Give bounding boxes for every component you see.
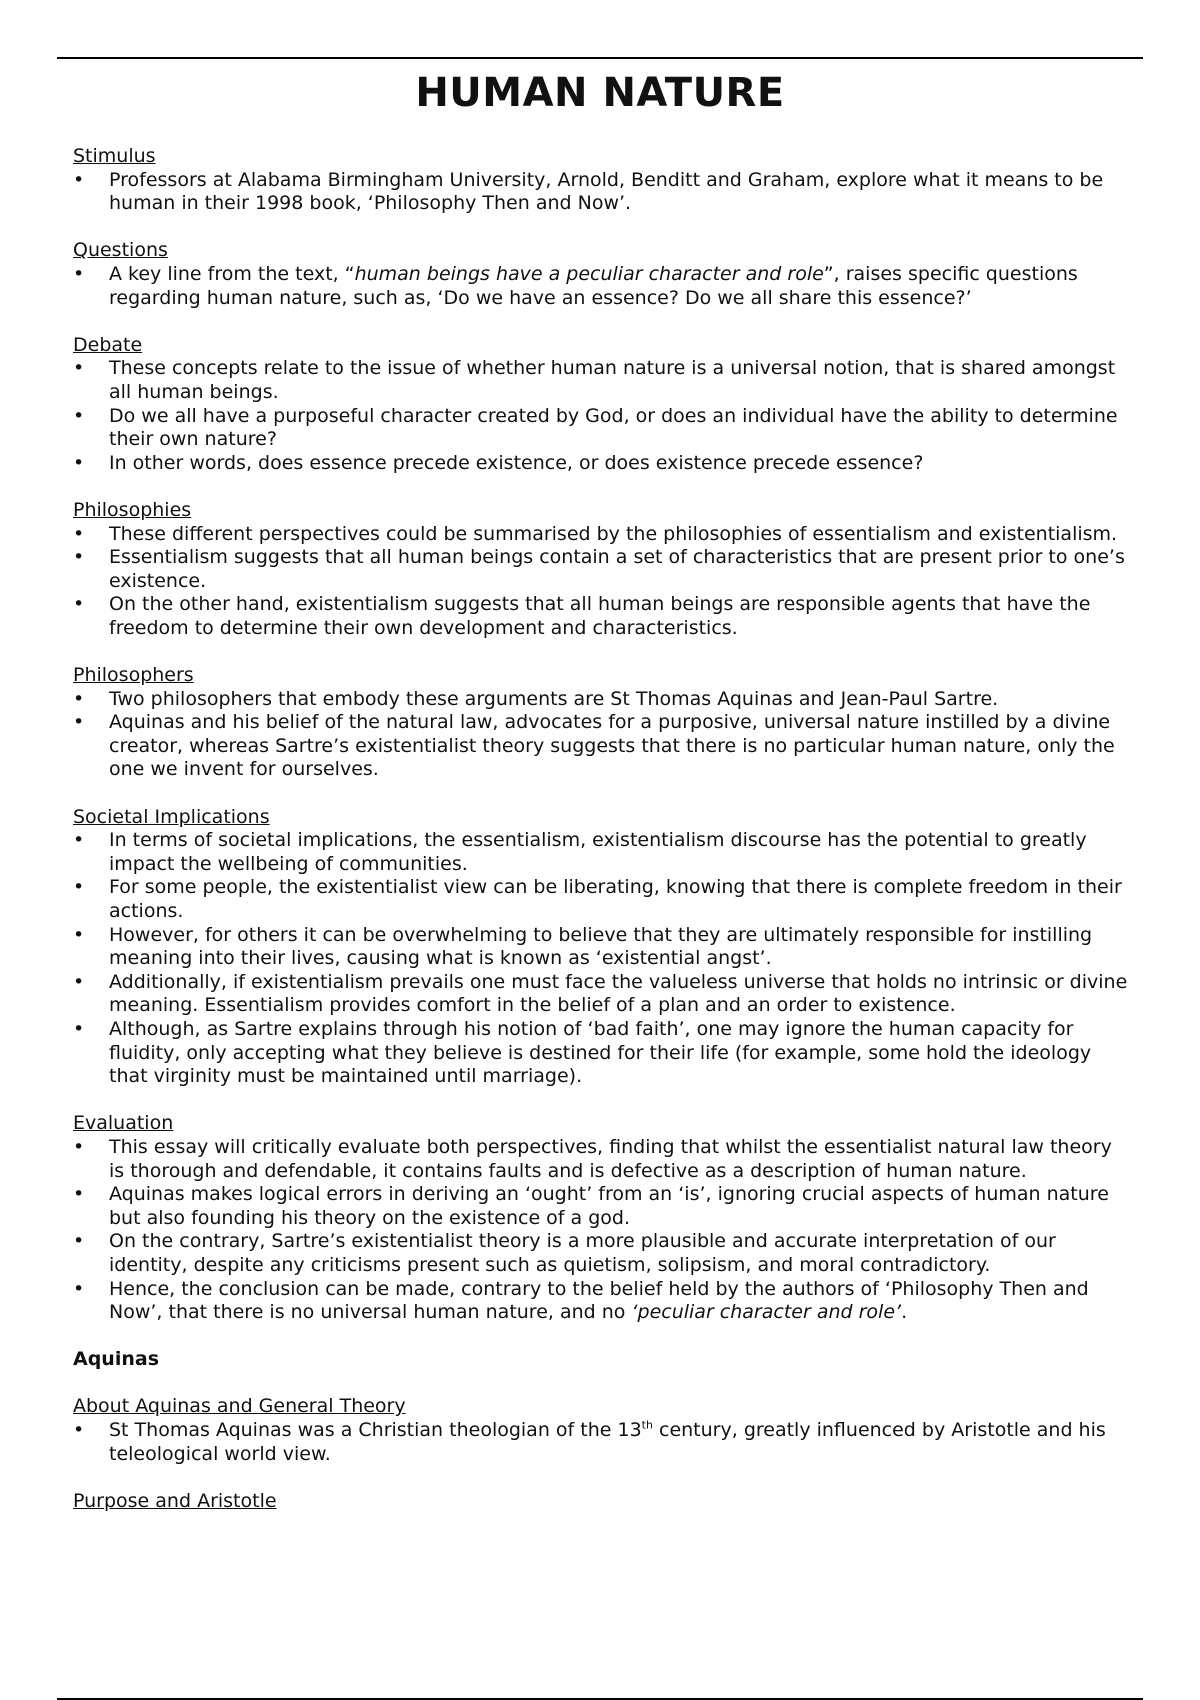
heading-societal-implications: Societal Implications	[73, 805, 270, 828]
list-item: • Essentialism suggests that all human beings contain a set of characteristics that are present prior to one’s existence.	[73, 546, 1125, 592]
list-item: • Although, as Sartre explains through his notion of ‘bad faith’, one may ignore the human capacity for fluidity, only accepting what they believe is destined for their life (for example, some hold the ideology that virginity must be maintained until marriage).	[73, 1017, 1092, 1088]
bullet-icon: •	[73, 168, 85, 191]
heading-philosophies: Philosophies	[73, 498, 192, 521]
list-item: • A key line from the text, “human beings have a peculiar character and role”, raises specific questions regarding human nature, such as, ‘Do we have an essence? Do we all share this essence?’	[73, 262, 1078, 309]
list-item: • Aquinas and his belief of the natural law, advocates for a purposive, universal nature instilled by a divine creator, whereas Sartre’s existentialist theory suggests that there is no particular human nature, only the one we invent for ourselves.	[73, 711, 1115, 781]
bullet-icon: •	[73, 451, 85, 474]
bullet-icon: •	[73, 522, 85, 545]
bullet-icon: •	[73, 1183, 85, 1206]
list-item: • This essay will critically evaluate both perspectives, finding that whilst the essentialist natural law theory is thorough and defendable, it contains faults and is defective as a description of human nature.	[73, 1135, 1112, 1182]
list-societal-implications	[73, 829, 1133, 1089]
bullet-icon: •	[73, 1017, 85, 1040]
list-evaluation	[73, 1136, 1133, 1325]
bullet-icon: •	[73, 546, 85, 569]
list-item: • Two philosophers that embody these arguments are St Thomas Aquinas and Jean-Paul Sartre.	[73, 687, 999, 710]
list-about-aquinas	[73, 1419, 1133, 1466]
bullet-icon: •	[73, 1230, 85, 1253]
bullet-icon: •	[73, 593, 85, 616]
heading-stimulus: Stimulus	[73, 145, 156, 167]
list-item: • These concepts relate to the issue of whether human nature is a universal notion, that is shared amongst all human beings.	[73, 357, 1116, 403]
list-questions	[73, 263, 1133, 310]
bullet-icon: •	[73, 687, 85, 710]
list-item: • Professors at Alabama Birmingham University, Arnold, Benditt and Graham, explore what it means to be human in their 1998 book, ‘Philosophy Then and Now’.	[73, 168, 1104, 215]
bullet-icon: •	[73, 1277, 85, 1300]
bullet-icon: •	[73, 357, 85, 380]
list-item: • These different perspectives could be summarised by the philosophies of essentialism and existentialism.	[73, 522, 1118, 545]
bullet-icon: •	[73, 1135, 85, 1158]
heading-philosophers: Philosophers	[73, 664, 194, 687]
bullet-icon: •	[73, 829, 85, 852]
list-item: • Do we all have a purposeful character created by God, or does an individual have the ability to determine their own nature?	[73, 404, 1118, 451]
bullet-icon: •	[73, 711, 85, 734]
heading-questions: Questions	[73, 239, 168, 262]
list-stimulus	[73, 169, 1133, 216]
bullet-icon: •	[73, 970, 85, 993]
heading-evaluation: Evaluation	[73, 1112, 174, 1135]
list-philosophers	[73, 688, 1133, 782]
list-debate	[73, 357, 1133, 475]
list-item: • In other words, does essence precede existence, or does existence precede essence?	[73, 451, 924, 474]
list-item: • St Thomas Aquinas was a Christian theologian of the 13th century, greatly influenced by Aristotle and his teleological world view.	[73, 1418, 1106, 1465]
list-philosophies	[73, 523, 1133, 641]
list-item: • On the other hand, existentialism suggests that all human beings are responsible agents that have the freedom to determine their own development and characteristics.	[73, 593, 1091, 639]
list-item: • However, for others it can be overwhelming to believe that they are ultimately responsible for instilling meaning into their lives, causing what is known as ‘existential angst’.	[73, 923, 1093, 970]
heading-debate: Debate	[73, 333, 143, 356]
list-item: • Aquinas makes logical errors in deriving an ‘ought’ from an ‘is’, ignoring crucial aspects of human nature but also founding his theory on the existence of a god.	[73, 1183, 1109, 1229]
heading-purpose-aristotle: Purpose and Aristotle	[73, 1489, 277, 1512]
bullet-icon: •	[73, 1419, 85, 1442]
document-body	[73, 145, 1133, 1513]
list-item: • On the contrary, Sartre’s existentialist theory is a more plausible and accurate interpretation of our identity, despite any criticisms present such as quietism, solipsism, and moral contradictory.	[73, 1230, 1056, 1276]
bullet-icon: •	[73, 876, 85, 899]
bullet-icon: •	[73, 262, 85, 285]
page-title: HUMAN NATURE	[415, 70, 785, 116]
list-item: • For some people, the existentialist view can be liberating, knowing that there is complete freedom in their actions.	[73, 876, 1122, 922]
section-title-aquinas: Aquinas	[73, 1348, 160, 1371]
bullet-icon: •	[73, 404, 85, 427]
bullet-icon: •	[73, 923, 85, 946]
list-item: • Additionally, if existentialism prevails one must face the valueless universe that holds no intrinsic or divine meaning. Essentialism provides comfort in the belief of a plan and an order to existence.	[73, 970, 1128, 1017]
top-rule	[57, 57, 1143, 59]
heading-about-aquinas: About Aquinas and General Theory	[73, 1395, 406, 1418]
list-item: • In terms of societal implications, the essentialism, existentialism discourse has the potential to greatly impact the wellbeing of communities.	[73, 829, 1087, 875]
list-item: • Hence, the conclusion can be made, contrary to the belief held by the authors of ‘Philosophy Then and Now’, that there is no universal human nature, and no ‘peculiar character and role’.	[73, 1277, 1089, 1324]
